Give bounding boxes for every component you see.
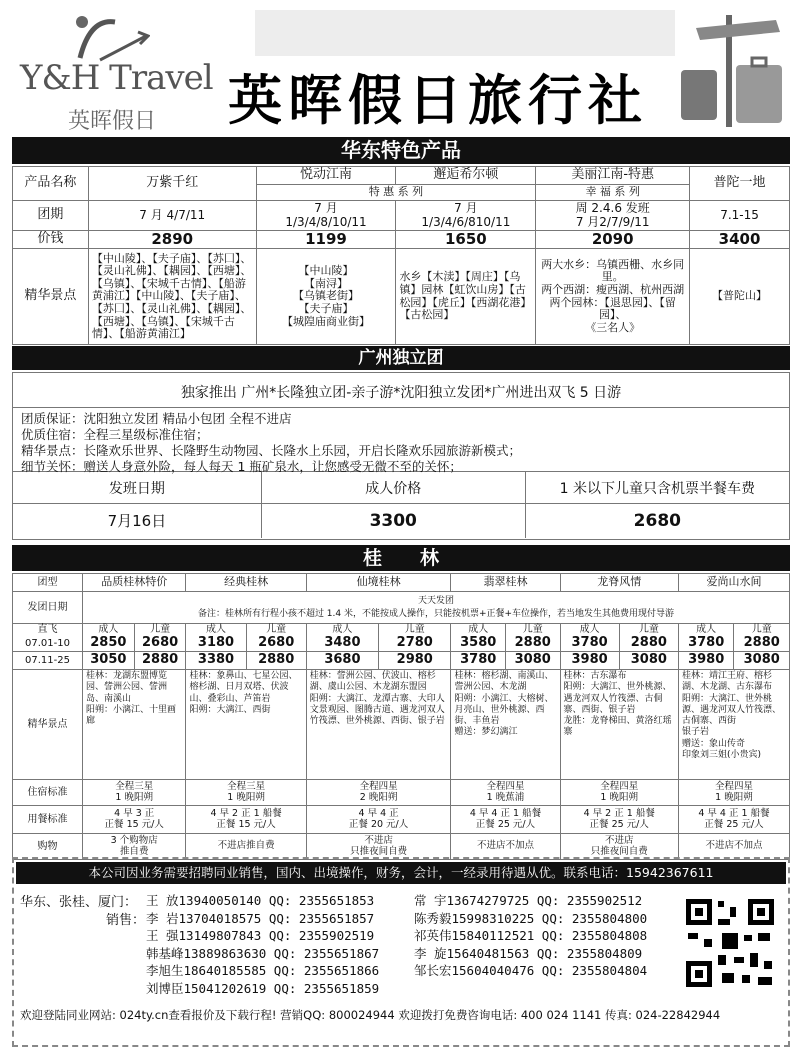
luggage-signpost-icon — [676, 10, 791, 130]
tour-hotel: 全程四星 1 晚蕉浦 — [451, 780, 560, 806]
tour-spots: 桂林：象鼻山、七星公园、榕杉湖、日月双塔、伏波山、叠彩山、芦笛岩 阳朔：大漓江、西街 — [186, 670, 306, 780]
child-price-p2: 2880 — [246, 652, 306, 670]
adult-price: 3300 — [261, 504, 525, 538]
child-header: 儿童 — [734, 624, 790, 636]
contact-line: 李 岩13704018575 QQ: 2355651857 — [146, 910, 375, 926]
spots-cell: 两大水乡：乌镇西栅、水乡同里。 两个西湖：瘦西湖、杭州西湖 两个园林：【退思园】、【留园】、 《三名人》 — [536, 249, 690, 345]
tour-shopping: 不进店推自费 — [186, 834, 306, 860]
skyline-decoration — [255, 10, 675, 56]
period-cell: 周 2.4.6 发班 7 月2/7/9/11 — [536, 201, 690, 231]
tour-name: 品质桂林特价 — [83, 574, 186, 592]
spots-cell: 【中山陵】、【夫子庙】、【苏囗】、【灵山礼佛】、【耦园】、【西塘】、【乌镇】、【宋城千古情】、【船游黄浦江】【中山陵】、【夫子庙】、【苏囗】、【灵山礼佛】、【耦园】、【西塘】、【乌镇】、【宋城千古情】、【船游黄浦江】 — [88, 249, 256, 345]
guangzhou-box — [12, 372, 790, 540]
tour-meal: 4 早 2 正 1 船餐 正餐 15 元/人 — [186, 806, 306, 834]
child-header: 儿童 — [379, 624, 451, 636]
agency-title: 英晖假日旅行社 — [228, 69, 648, 132]
tour-name: 经典桂林 — [186, 574, 306, 592]
series-special: 特 惠 系 列 — [256, 185, 536, 201]
tour-meal: 4 早 4 正 正餐 20 元/人 — [306, 806, 451, 834]
guilin-table — [12, 573, 790, 860]
contact-line: 刘博臣15041202619 QQ: 2355651859 — [146, 980, 380, 996]
price-cell: 3400 — [690, 231, 790, 249]
col-date: 发班日期 — [13, 472, 261, 504]
adult-price-p2: 3780 — [451, 652, 506, 670]
tour-name: 仙境桂林 — [306, 574, 451, 592]
adult-header: 成人 — [451, 624, 506, 636]
tour-meal: 4 早 2 正 1 船餐 正餐 25 元/人 — [560, 806, 678, 834]
tour-shopping: 3 个购物店 推自费 — [83, 834, 186, 860]
guangzhou-details — [13, 407, 789, 474]
footer-bottom-line: 欢迎登陆同业网站: 024ty.cn查看报价及下载行程! 营销QQ: 800024944 欢迎拨打免费咨询电话: 400 024 1141 传真: 024-22842944 — [20, 1008, 721, 1022]
child-header: 儿童 — [246, 624, 306, 636]
period-1: 07.01-10 — [13, 636, 83, 652]
logo-text: Y&H Travel — [20, 58, 213, 98]
child-price-p1: 2880 — [619, 636, 678, 652]
price-cell: 1650 — [396, 231, 536, 249]
adult-price-p2: 3980 — [678, 652, 733, 670]
adult-price-p1: 3780 — [678, 636, 733, 652]
product-name: 美丽江南-特惠 — [536, 167, 690, 185]
child-header: 儿童 — [505, 624, 560, 636]
child-price-p1: 2880 — [505, 636, 560, 652]
adult-price-p1: 3480 — [306, 636, 378, 652]
spots-cell: 【普陀山】 — [690, 249, 790, 345]
child-price-p2: 2980 — [379, 652, 451, 670]
adult-header: 成人 — [306, 624, 378, 636]
label-direct: 直飞 — [13, 624, 83, 636]
product-name: 普陀一地 — [690, 167, 790, 201]
label-meal: 用餐标准 — [13, 806, 83, 834]
period-cell: 7 月 4/7/11 — [88, 201, 256, 231]
period-2: 07.11-25 — [13, 652, 83, 670]
recruit-banner: 本公司因业务需要招聘同业销售，国内、出境操作，财务，会计，一经录用待遇从优。联系电话：15942367611 — [16, 862, 786, 884]
label-spots: 精华景点 — [13, 249, 89, 345]
label-hotel: 住宿标准 — [13, 780, 83, 806]
tour-meal: 4 早 3 正 正餐 15 元/人 — [83, 806, 186, 834]
tour-shopping: 不进店不加点 — [678, 834, 789, 860]
footer-box — [12, 857, 790, 1047]
adult-price-p2: 3980 — [560, 652, 619, 670]
guangzhou-section-title: 广州独立团 — [12, 346, 790, 370]
price-cell: 2890 — [88, 231, 256, 249]
adult-price-p1: 3580 — [451, 636, 506, 652]
product-name: 悦动江南 — [256, 167, 396, 185]
detail-line: 精华景点：长隆欢乐世界、长隆野生动物园、长隆水上乐园，开启长隆欢乐园旅游新模式； — [21, 443, 522, 458]
spots-cell: 水乡【木渎】【周庄】【乌镇】园林【虹饮山房】【古松园】【虎丘】【西湖花港】【古松园】 — [396, 249, 536, 345]
guilin-section-title: 桂 林 — [12, 545, 790, 571]
qr-code-icon — [682, 895, 778, 991]
logo-chinese: 英晖假日 — [68, 109, 157, 134]
child-price-p2: 3080 — [619, 652, 678, 670]
date-value: 7月16日 — [13, 504, 261, 538]
col-adult: 成人价格 — [261, 472, 525, 504]
contacts-right — [414, 892, 647, 980]
label-type: 团型 — [13, 574, 83, 592]
child-price-p2: 2880 — [134, 652, 186, 670]
adult-price-p1: 2850 — [83, 636, 135, 652]
tour-spots: 桂林：靖江王府、榕杉湖、木龙湖、古东瀑布 阳朔：大漓江、世外桃源、遇龙河双人竹筏漂、古侗寨、西街 银子岩 赠送：象山传奇 印象刘三姐(小贵宾) — [678, 670, 789, 780]
page-header — [0, 0, 800, 135]
tour-name: 爱尚山水间 — [678, 574, 789, 592]
period-cell: 7 月 1/3/4/8/10/11 — [256, 201, 396, 231]
child-price-p1: 2880 — [734, 636, 790, 652]
adult-price-p1: 3780 — [560, 636, 619, 652]
detail-line: 细节关怀：赠送人身意外险，每人每天 1 瓶矿泉水，让您感受无微不至的关怀； — [21, 459, 462, 474]
child-price-p1: 2780 — [379, 636, 451, 652]
tour-spots: 桂林：龙湖东盟博览园、訾洲公园、訾洲岛、南溪山 阳朔：小漓江、十里画廊 — [83, 670, 186, 780]
detail-line: 团质保证：沈阳独立发团 精品小包团 全程不进店 — [21, 411, 292, 426]
tour-shopping: 不进店 只推夜间自费 — [306, 834, 451, 860]
adult-header: 成人 — [678, 624, 733, 636]
tour-name: 翡翠桂林 — [451, 574, 560, 592]
tour-hotel: 全程四星 1 晚阳朔 — [560, 780, 678, 806]
sun-arrow-logo-icon — [60, 8, 150, 64]
tour-meal: 4 早 4 正 1 船餐 正餐 25 元/人 — [678, 806, 789, 834]
label-product-name: 产品名称 — [13, 167, 89, 201]
sales-label: 销售： — [106, 913, 146, 928]
tour-hotel: 全程三星 1 晚阳朔 — [186, 780, 306, 806]
tour-spots: 桂林：訾洲公园、伏波山、榕杉湖、虞山公园、木龙湖东盟园 阳朔：大漓江、龙潭古寨、大印人文景观园、图腾古道、遇龙河双人竹筏漂、世外桃源、西街、银子岩 — [306, 670, 451, 780]
tour-shopping: 不进店不加点 — [451, 834, 560, 860]
adult-price-p2: 3680 — [306, 652, 378, 670]
contact-line: 陈秀毅15998310225 QQ: 2355804800 — [414, 910, 648, 926]
child-price: 2680 — [525, 504, 789, 538]
product-name: 邂逅希尔顿 — [396, 167, 536, 185]
label-spots: 精华景点 — [13, 670, 83, 780]
adult-price-p1: 3180 — [186, 636, 246, 652]
child-price-p2: 3080 — [734, 652, 790, 670]
col-child: 1 米以下儿童只含机票半餐车费 — [525, 472, 789, 504]
label-depart: 发团日期 — [13, 592, 83, 624]
child-header: 儿童 — [619, 624, 678, 636]
adult-header: 成人 — [186, 624, 246, 636]
child-header: 儿童 — [134, 624, 186, 636]
adult-price-p2: 3380 — [186, 652, 246, 670]
child-price-p2: 3080 — [505, 652, 560, 670]
detail-line: 优质住宿：全程三星级标准住宿； — [21, 427, 209, 442]
price-cell: 1199 — [256, 231, 396, 249]
tour-meal: 4 早 4 正 1 船餐 正餐 25 元/人 — [451, 806, 560, 834]
contact-line: 祁英伟15840112521 QQ: 2355804808 — [414, 928, 648, 944]
label-price: 价钱 — [13, 231, 89, 249]
price-cell: 2090 — [536, 231, 690, 249]
adult-header: 成人 — [83, 624, 135, 636]
tour-name: 龙脊风情 — [560, 574, 678, 592]
tour-hotel: 全程四星 2 晚阳朔 — [306, 780, 451, 806]
adult-price-p2: 3050 — [83, 652, 135, 670]
child-price-p1: 2680 — [246, 636, 306, 652]
label-shop: 购物 — [13, 834, 83, 860]
label-period: 团期 — [13, 201, 89, 231]
contact-line: 常 宇13674279725 QQ: 2355902512 — [414, 893, 643, 908]
region-label: 华东、张桂、厦门： — [20, 895, 138, 910]
guangzhou-price-table — [13, 471, 789, 538]
guangzhou-headline: 独家推出 广州*长隆独立团-亲子游*沈阳独立发团*广州进出双飞 5 日游 — [180, 385, 622, 401]
contact-line: 王 放13940050140 QQ: 2355651853 — [146, 893, 375, 908]
contact-line: 邹长宏15604040476 QQ: 2355804804 — [414, 963, 648, 979]
adult-header: 成人 — [560, 624, 619, 636]
period-cell: 7 月 1/3/4/6/810/11 — [396, 201, 536, 231]
tour-hotel: 全程四星 1 晚阳朔 — [678, 780, 789, 806]
depart-note: 天天发团 备注：桂林所有行程小孩不超过 1.4 米，不能按成人操作，只能按机票+正餐+车位操作，若当地发生其他费用现付导游 — [83, 592, 790, 624]
tour-shopping: 不进店 只推夜间自费 — [560, 834, 678, 860]
contact-line: 李旭生18640185585 QQ: 2355651866 — [146, 963, 380, 979]
east-china-table — [12, 166, 790, 345]
period-cell: 7.1-15 — [690, 201, 790, 231]
spots-cell: 【中山陵】 【南浔】 【乌镇老街】 【夫子庙】 【城隍庙商业街】 — [256, 249, 396, 345]
contact-line: 韩基峰13889863630 QQ: 2355651867 — [146, 945, 380, 961]
series-happy: 幸 福 系 列 — [536, 185, 690, 201]
tour-hotel: 全程三星 1 晚阳朔 — [83, 780, 186, 806]
contacts-left — [146, 892, 379, 998]
tour-spots: 桂林：榕杉湖、南溪山、訾洲公园、木龙湖 阳朔：小漓江、大榕树、月亮山、世外桃源、西街、丰鱼岩 赠送：梦幻漓江 — [451, 670, 560, 780]
contact-line: 王 强13149807843 QQ: 2355902519 — [146, 928, 375, 944]
child-price-p1: 2680 — [134, 636, 186, 652]
product-name: 万紫千红 — [88, 167, 256, 201]
contact-line: 李 旋15640481563 QQ: 2355804809 — [414, 945, 643, 961]
tour-spots: 桂林：古东瀑布 阳朔：大漓江、世外桃源、遇龙河双人竹筏漂、古侗寨、西街、银子岩 龙胜：龙脊梯田、黄洛红瑶寨 — [560, 670, 678, 780]
east-china-section-title: 华东特色产品 — [12, 137, 790, 164]
